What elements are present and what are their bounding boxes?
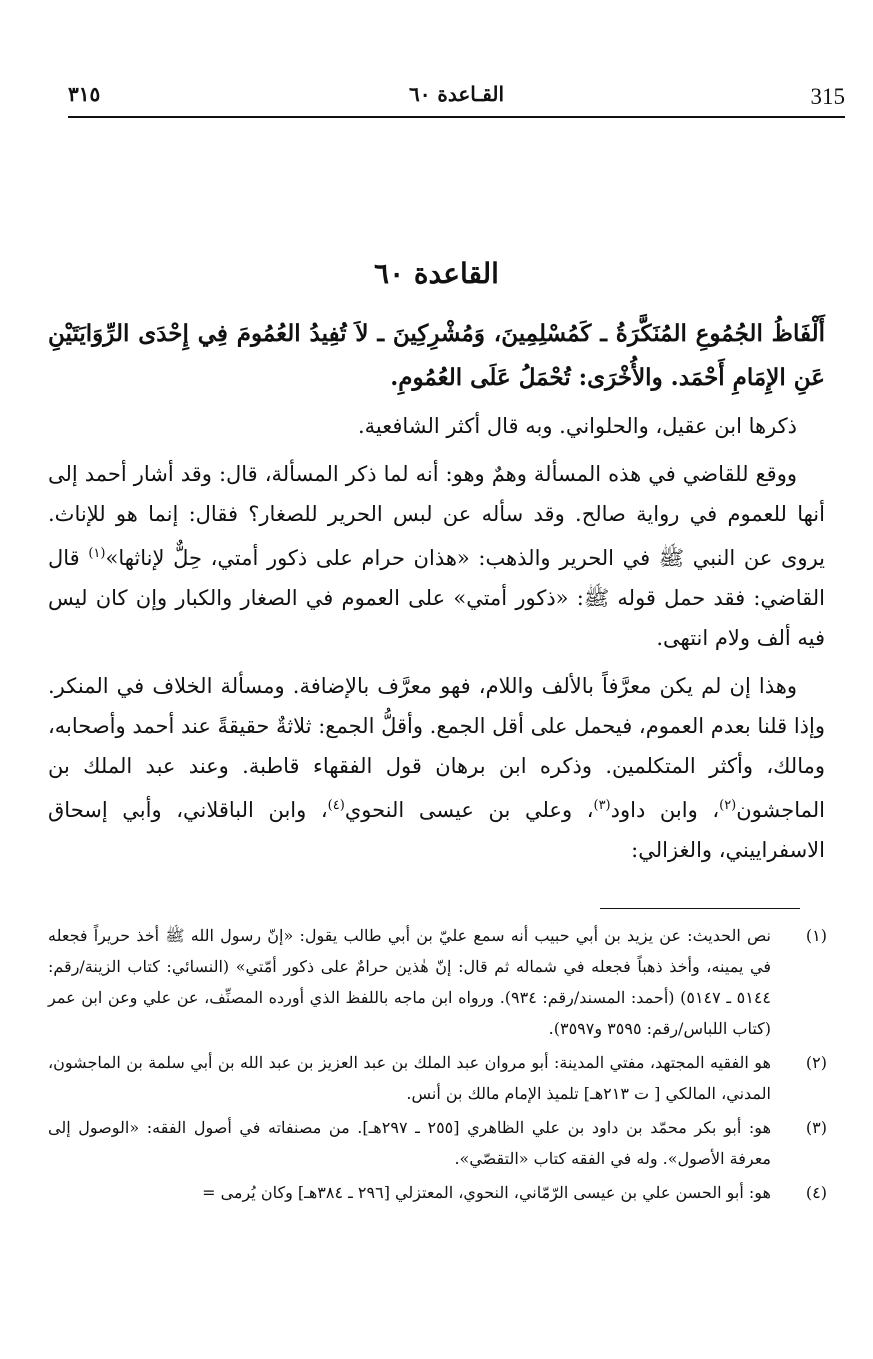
paragraph-text: ، وابن الباقلاني، وأبي إسحاق الاسفراييني، والغزالي: (48, 798, 825, 862)
footnote-text: هو: أبو بكر محمّد بن داود بن علي الظاهري [٢٥٥ ـ ٢٩٧هـ]. من مصنفاته في أصول الفقه: «الوصول إلى معرفة الأصول». وله في الفقه كتاب «التقصّي». (48, 1118, 772, 1168)
paragraph-text: وهذا إن لم يكن معرَّفاً بالألف واللام، فهو معرَّف بالإضافة. ومسألة الخلاف في المنكر. وإذا قلنا بعدم العموم، فيحمل على أقل الجمع. وأقلُّ الجمع: ثلاثةٌ حقيقةً عند أحمد وأصحابه، ومالك، وأكثر المتكلمين. وذكره ابن برهان قول الفقهاء قاطبة. وعند عبد الملك بن الماجشون (48, 674, 826, 822)
footnote-separator (600, 908, 800, 909)
footnote-text: نص الحديث: عن يزيد بن أبي حبيب أنه سمع عليّ بن أبي طالب يقول: «إنّ رسول الله ﷺ أخذ حريراً فجعله في يمينه، وأخذ ذهباً فجعله في شماله ثم قال: إنّ هٰذين حرامٌ على ذكور أمّتي» (النسائي: كتاب الزينة/رقم: ٥١٤٤ ـ ٥١٤٧) (أحمد: المسند/رقم: ٩٣٤). ورواه ابن ماجه باللفظ الذي أورده المصنِّف، عن علي وعن ابن عمر (كتاب اللباس/رقم: ٣٥٩٥ و٣٥٩٧). (48, 926, 772, 1038)
paragraph-text: قال القاضي: فقد حمل قوله ﷺ: «ذكور أمتي» على العموم في الصغار والكبار وإن كان ليس فيه ألف ولام انتهى. (48, 546, 825, 650)
page-number-arabic: ٣١٥ (68, 82, 101, 106)
rule-title: القاعدة ٦٠ (374, 257, 499, 290)
footnote-2 (48, 1047, 827, 1109)
paragraph-2 (48, 454, 825, 658)
rule-statement: أَلْفَاظُ الجُمُوعِ المُنَكَّرَةُ ـ كَمُسْلِمِينَ، وَمُشْرِكِينَ ـ لاَ تُفِيدُ العُمُومَ فِي إِحْدَى الرِّوَايَتَيْنِ عَنِ الإِمَامِ أَحْمَد. والأُخْرَى: تُحْمَلُ عَلَى العُمُومِ. (48, 320, 825, 391)
footnote-text: هو الفقيه المجتهد، مفتي المدينة: أبو مروان عبد الملك بن عبد العزيز بن عبد الله بن أبي سلمة بن الماجشون، المدني، المالكي [ ت ٢١٣هـ] تلميذ الإمام مالك بن أنس. (48, 1053, 771, 1103)
paragraph-text: ، وابن داود (610, 798, 720, 822)
footnote-number: (٤) (805, 1183, 827, 1202)
footnote-4 (48, 1177, 827, 1208)
page-header (68, 78, 845, 118)
paragraph-1 (48, 406, 825, 446)
footnote-ref-3[interactable]: (٣) (593, 798, 611, 813)
paragraph-text: ، وعلي بن عيسى النحوي (344, 798, 594, 822)
page-number-latin: 315 (810, 84, 845, 109)
footnote-ref-2[interactable]: (٢) (719, 798, 737, 813)
footnote-3 (48, 1112, 827, 1174)
paragraph-text: ذكرها ابن عقيل، والحلواني. وبه قال أكثر الشافعية. (357, 414, 797, 438)
paragraph-text: ووقع للقاضي في هذه المسألة وهمٌ وهو: أنه لما ذكر المسألة، قال: وقد أشار أحمد إلى أنها للعموم في رواية صالح. وقد سأله عن لبس الحرير للصغار؟ فقال: إنما هو للإناث. يروى عن النبي ﷺ في الحرير والذهب: «هذان حرام على ذكور أمتي، حِلٌّ لإناثها» (48, 462, 825, 570)
footnote-1 (48, 920, 827, 1044)
footnote-text: هو: أبو الحسن علي بن عيسى الرّمّاني، النحوي، المعتزلي [٢٩٦ ـ ٣٨٤هـ] وكان يُرمى = (202, 1183, 771, 1202)
header-rule (68, 116, 845, 118)
footnote-number: (٣) (805, 1118, 827, 1137)
running-title: القـاعدة ٦٠ (408, 82, 505, 106)
paragraph-3 (48, 666, 825, 870)
footnote-number: (١) (805, 926, 827, 945)
footnotes (48, 920, 827, 1211)
footnote-ref-1[interactable]: (١) (88, 546, 106, 561)
main-text (48, 250, 825, 878)
footnote-ref-4[interactable]: (٤) (327, 798, 345, 813)
footnote-number: (٢) (805, 1053, 827, 1072)
